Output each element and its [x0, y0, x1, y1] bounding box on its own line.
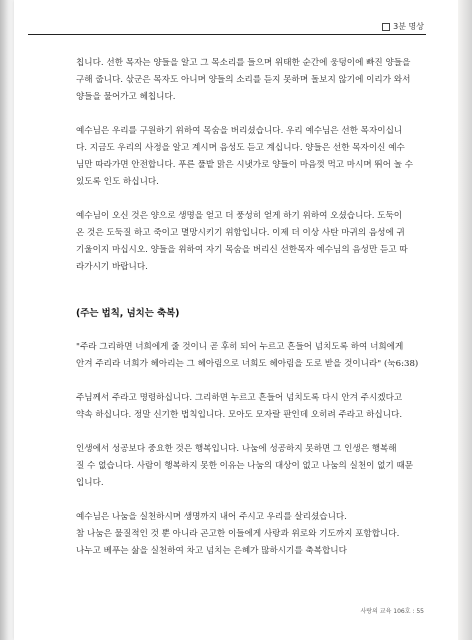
- text-line: 구해 줍니다. 삯군은 목자도 아니며 양들의 소리를 듣지 못하며 돌보지 않기에 이리가 와서: [76, 75, 411, 85]
- page-edge-shadow: [458, 0, 472, 640]
- running-header: [382, 21, 424, 32]
- text-line: 있도록 인도 하십니다.: [76, 177, 159, 187]
- square-outline-icon: [382, 23, 390, 31]
- section-heading: (주는 법칙, 넘치는 축복): [76, 308, 180, 319]
- page-footer: 사랑의 교육 106호 : 55: [360, 608, 424, 615]
- text-line: 예수님은 나눔을 실천하시며 생명까지 내어 주시고 우리를 살리셨습니다.: [76, 512, 347, 522]
- text-line: 질 수 없습니다. 사람이 행복하지 못한 이유는 나눔의 대상이 없고 나눔의 실천이 없기 때문: [76, 461, 414, 471]
- text-line: 안겨 주리라 너희가 헤아리는 그 헤아림으로 너희도 헤아림을 도로 받을 것이니라" (눅6:38): [76, 359, 419, 369]
- text-line: 예수님은 우리를 구원하기 위하여 목숨을 버리셨습니다. 우리 예수님은 선한 목자이십니: [76, 126, 403, 136]
- article-body: [76, 55, 426, 560]
- text-line: 약속 하십니다. 정말 신기한 법칙입니다. 모아도 모자랄 판인데 오히려 주라고 하십니다.: [76, 410, 403, 420]
- text-line: 인생에서 성공보다 중요한 것은 행복입니다. 나눔에 성공하지 못하면 그 인생은 행복해: [76, 444, 397, 454]
- paragraph-3: [76, 208, 426, 276]
- document-page: [14, 0, 458, 640]
- text-line: 입니다.: [76, 478, 104, 488]
- text-line: 예수님이 오신 것은 양으로 생명을 얻고 더 풍성히 얻게 하기 위하여 오셨습니다. 도둑이: [76, 211, 403, 221]
- text-line: 온 것은 도둑질 하고 죽이고 멸망시키기 위함입니다. 이제 더 이상 사탄 마귀의 음성에 귀: [76, 228, 405, 238]
- text-line: 양들을 물어가고 헤칩니다.: [76, 92, 176, 102]
- text-line: 다. 지금도 우리의 사정을 알고 계시며 음성도 듣고 계십니다. 양들은 선한 목자이신 예수: [76, 143, 405, 153]
- text-line: 나누고 베푸는 삶을 실천하여 차고 넘치는 은혜가 많하시기를 축복합니다: [76, 546, 347, 556]
- text-line: 님만 따라가면 안전합니다. 푸른 풀밭 맑은 시냇가로 양들이 마음껏 먹고 마시며 뛰어 놀 수: [76, 160, 414, 170]
- paragraph-1: [76, 55, 426, 106]
- text-line: 기울이지 마십시오. 양들을 위하여 자기 목숨을 버리신 선한목자 예수님의 음성만 듣고 따: [76, 245, 408, 255]
- page-binding-shadow: [0, 0, 14, 640]
- paragraph-2: [76, 123, 426, 191]
- section-title: 3분 명상: [393, 22, 424, 31]
- paragraph-5: [76, 390, 426, 424]
- text-line: 라가시기 바랍니다.: [76, 262, 148, 272]
- scripture-quote: [76, 339, 426, 373]
- text-line: 칩니다. 선한 목자는 양들을 알고 그 목소리를 들으며 위태한 순간에 웅덩이에 빠진 양들을: [76, 58, 411, 68]
- text-line: "주라 그리하면 너희에게 줄 것이니 곧 후히 되어 누르고 흔들어 넘치도록 하여 너희에게: [76, 342, 404, 352]
- paragraph-7: [76, 509, 426, 560]
- paragraph-6: [76, 441, 426, 492]
- text-line: 참 나눔은 물질적인 것 뿐 아니라 곤고한 이들에게 사랑과 위로와 기도까지 포함합니다.: [76, 529, 400, 539]
- text-line: 주님께서 주라고 명령하십니다. 그리하면 누르고 흔들어 넘치도록 다시 안겨 주시겠다고: [76, 393, 403, 403]
- header-rule: [28, 34, 426, 35]
